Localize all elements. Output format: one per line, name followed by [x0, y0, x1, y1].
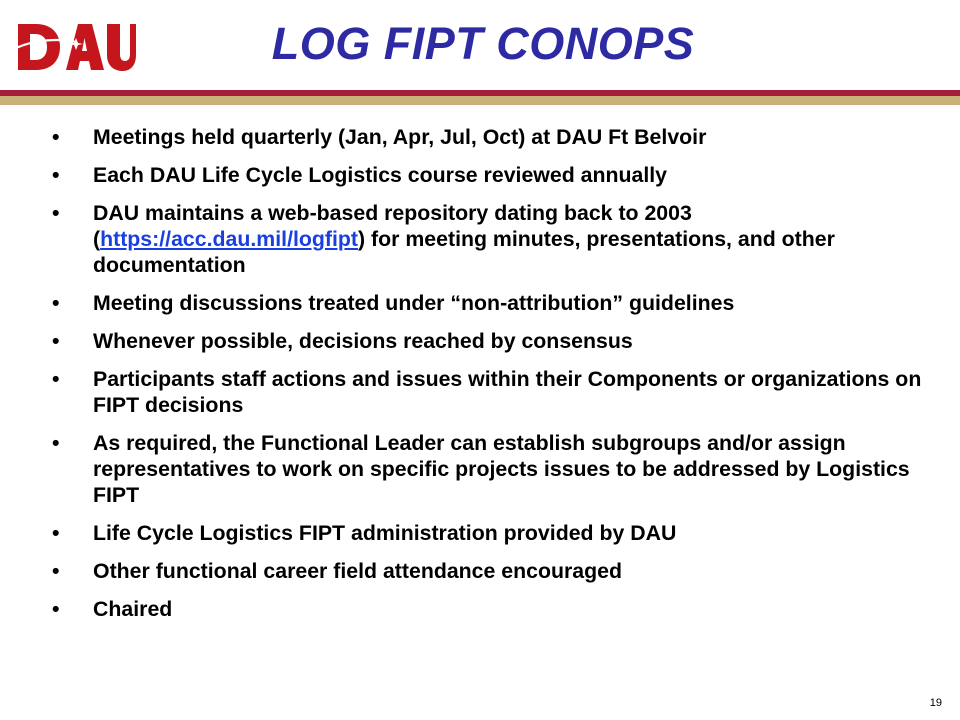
repository-link[interactable]: https://acc.dau.mil/logfipt: [100, 227, 359, 251]
bullet-item: [52, 124, 932, 150]
bullet-text: Each DAU Life Cycle Logistics course reviewed annually: [93, 163, 668, 187]
bullet-icon: •: [52, 125, 60, 149]
bullet-item: [52, 162, 932, 188]
bullet-text: Other functional career field attendance encouraged: [93, 559, 623, 583]
bullet-icon: •: [52, 201, 60, 225]
bullet-item: [52, 200, 932, 278]
bullet-item: [52, 558, 932, 584]
bullet-item: [52, 290, 932, 316]
bullet-icon: •: [52, 163, 60, 187]
bullet-text: Meetings held quarterly (Jan, Apr, Jul, Oct) at DAU Ft Belvoir: [93, 125, 707, 149]
bullet-item: [52, 596, 932, 622]
bullet-item: [52, 430, 932, 508]
bullet-text: Chaired: [93, 597, 173, 621]
bullet-icon: •: [52, 367, 60, 391]
bullet-icon: •: [52, 329, 60, 353]
page-number: 19: [929, 697, 942, 709]
header-rule-tan: [0, 96, 960, 105]
bullet-text: Meeting discussions treated under “non-attribution” guidelines: [93, 291, 735, 315]
bullet-item: [52, 328, 932, 354]
bullet-text-after-link: ) for meeting minutes, presentations, and other documentation: [93, 227, 835, 277]
bullet-text: As required, the Functional Leader can establish subgroups and/or assign representatives to work on specific projects issues to be addressed by Logistics FIPT: [93, 431, 910, 507]
bullet-icon: •: [52, 431, 60, 455]
slide-title: LOG FIPT CONOPS: [271, 18, 695, 69]
bullet-text: Life Cycle Logistics FIPT administration provided by DAU: [93, 521, 677, 545]
bullet-icon: •: [52, 597, 60, 621]
bullet-item: [52, 366, 932, 418]
bullet-text-before-link: DAU maintains a web-based repository dating back to 2003 (: [93, 201, 692, 251]
bullet-item: [52, 520, 932, 546]
bullet-list: [52, 124, 932, 634]
bullet-icon: •: [52, 559, 60, 583]
bullet-text: Participants staff actions and issues within their Components or organizations on FIPT decisions: [93, 367, 922, 417]
bullet-text: Whenever possible, decisions reached by consensus: [93, 329, 633, 353]
bullet-icon: •: [52, 291, 60, 315]
bullet-icon: •: [52, 521, 60, 545]
